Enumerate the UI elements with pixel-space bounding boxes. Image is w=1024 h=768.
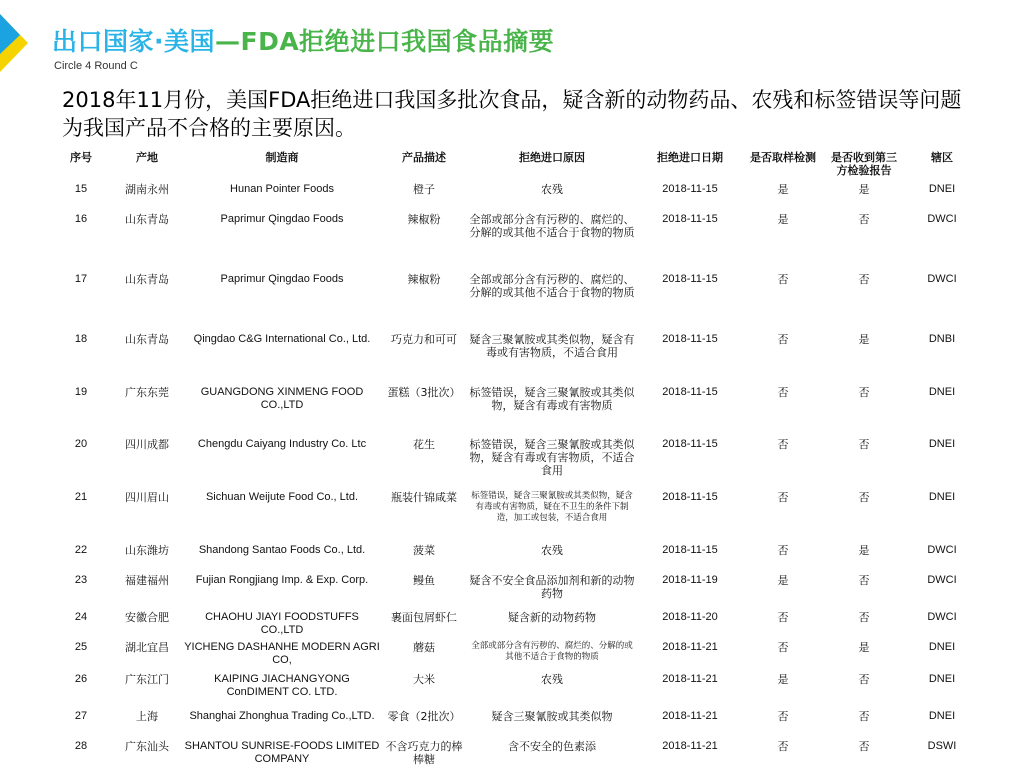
cell-sampled: 否 bbox=[777, 740, 789, 753]
cell-reason: 农残 bbox=[541, 183, 563, 196]
col-header-product: 产品描述 bbox=[402, 151, 446, 164]
cell-origin: 安徽合肥 bbox=[125, 611, 169, 624]
cell-reason: 全部或部分含有污秽的、腐烂的、分解的或其他不适合于食物的物质 bbox=[469, 213, 635, 239]
table-row bbox=[50, 269, 980, 329]
cell-reason: 农残 bbox=[541, 673, 563, 686]
cell-sampled: 是 bbox=[777, 183, 789, 196]
cell-no: 16 bbox=[74, 213, 88, 225]
cell-third-party: 否 bbox=[858, 386, 870, 399]
cell-district: DNEI bbox=[928, 641, 956, 653]
cell-origin: 福建福州 bbox=[125, 574, 169, 587]
page-title: 出口国家·美国—FDA拒绝进口我国食品摘要 bbox=[52, 27, 555, 56]
cell-third-party: 否 bbox=[858, 438, 870, 451]
cell-sampled: 否 bbox=[777, 438, 789, 451]
cell-no: 20 bbox=[74, 438, 88, 450]
cell-date: 2018-11-20 bbox=[662, 611, 718, 623]
table-row bbox=[50, 570, 980, 607]
cell-no: 28 bbox=[74, 740, 88, 752]
cell-sampled: 是 bbox=[777, 574, 789, 587]
cell-date: 2018-11-21 bbox=[662, 641, 718, 653]
cell-district: DSWI bbox=[927, 740, 957, 752]
cell-district: DWCI bbox=[927, 273, 957, 285]
col-header-origin: 产地 bbox=[136, 151, 158, 164]
cell-third-party: 否 bbox=[858, 491, 870, 504]
cell-no: 23 bbox=[74, 574, 88, 586]
cell-no: 19 bbox=[74, 386, 88, 398]
cell-no: 26 bbox=[74, 673, 88, 685]
cell-product: 裹面包屑虾仁 bbox=[391, 611, 457, 624]
cell-reason: 农残 bbox=[541, 544, 563, 557]
cell-product: 橙子 bbox=[413, 183, 435, 196]
table-row bbox=[50, 736, 980, 766]
cell-product: 蘑菇 bbox=[413, 641, 435, 654]
cell-product: 不含巧克力的棒棒糖 bbox=[385, 740, 463, 766]
cell-origin: 湖北宜昌 bbox=[125, 641, 169, 654]
cell-sampled: 是 bbox=[777, 213, 789, 226]
cell-third-party: 否 bbox=[858, 710, 870, 723]
cell-no: 22 bbox=[74, 544, 88, 556]
cell-no: 24 bbox=[74, 611, 88, 623]
cell-district: DWCI bbox=[927, 574, 957, 586]
cell-sampled: 否 bbox=[777, 544, 789, 557]
cell-product: 鳗鱼 bbox=[413, 574, 435, 587]
table-row bbox=[50, 487, 980, 540]
cell-maker: GUANGDONG XINMENG FOOD CO.,LTD bbox=[200, 386, 364, 411]
cell-reason: 全部或部分含有污秽的、腐烂的、分解的或其他不适合于食物的物质 bbox=[471, 641, 633, 662]
cell-reason: 全部或部分含有污秽的、腐烂的、分解的或其他不适合于食物的物质 bbox=[469, 273, 635, 299]
cell-maker: SHANTOU SUNRISE-FOODS LIMITED COMPANY bbox=[184, 740, 380, 765]
cell-reason: 疑含三聚氰胺或其类似物 bbox=[491, 710, 613, 723]
page-subtitle: Circle 4 Round C bbox=[54, 60, 138, 72]
table-row bbox=[50, 434, 980, 487]
cell-product: 辣椒粉 bbox=[407, 273, 441, 286]
cell-date: 2018-11-21 bbox=[662, 710, 718, 722]
cell-maker: Qingdao C&G International Co., Ltd. bbox=[193, 333, 371, 345]
cell-date: 2018-11-15 bbox=[662, 544, 718, 556]
col-header-maker: 制造商 bbox=[265, 151, 299, 164]
cell-product: 辣椒粉 bbox=[407, 213, 441, 226]
cell-reason: 含不安全的色素添 bbox=[508, 740, 596, 753]
cell-origin: 广东东莞 bbox=[125, 386, 169, 399]
cell-no: 25 bbox=[74, 641, 88, 653]
cell-maker: Paprimur Qingdao Foods bbox=[220, 213, 344, 225]
table-row bbox=[50, 706, 980, 736]
cell-maker: Shanghai Zhonghua Trading Co.,LTD. bbox=[189, 710, 375, 722]
cell-date: 2018-11-15 bbox=[662, 491, 718, 503]
cell-sampled: 否 bbox=[777, 491, 789, 504]
cell-date: 2018-11-15 bbox=[662, 438, 718, 450]
cell-sampled: 否 bbox=[777, 641, 789, 654]
cell-maker: Paprimur Qingdao Foods bbox=[220, 273, 344, 285]
cell-reason: 疑含不安全食品添加剂和新的动物药物 bbox=[469, 574, 635, 600]
cell-district: DNEI bbox=[928, 183, 956, 195]
cell-sampled: 否 bbox=[777, 386, 789, 399]
cell-district: DWCI bbox=[927, 544, 957, 556]
cell-third-party: 否 bbox=[858, 273, 870, 286]
cell-no: 27 bbox=[74, 710, 88, 722]
cell-no: 21 bbox=[74, 491, 88, 503]
col-header-date: 拒绝进口日期 bbox=[657, 151, 723, 164]
cell-product: 菠菜 bbox=[413, 544, 435, 557]
cell-third-party: 否 bbox=[858, 673, 870, 686]
table-row bbox=[50, 329, 980, 382]
cell-third-party: 是 bbox=[858, 183, 870, 196]
cell-origin: 广东江门 bbox=[125, 673, 169, 686]
cell-date: 2018-11-15 bbox=[662, 333, 718, 345]
cell-maker: CHAOHU JIAYI FOODSTUFFS CO.,LTD bbox=[205, 611, 359, 636]
cell-origin: 四川眉山 bbox=[125, 491, 169, 504]
cell-date: 2018-11-15 bbox=[662, 273, 718, 285]
table-row bbox=[50, 179, 980, 209]
cell-origin: 山东潍坊 bbox=[125, 544, 169, 557]
cell-sampled: 是 bbox=[777, 673, 789, 686]
cell-sampled: 否 bbox=[777, 611, 789, 624]
cell-maker: KAIPING JIACHANGYONG ConDIMENT CO. LTD. bbox=[214, 673, 350, 698]
cell-no: 17 bbox=[74, 273, 88, 285]
cell-product: 花生 bbox=[413, 438, 435, 451]
cell-district: DWCI bbox=[927, 611, 957, 623]
cell-maker: Fujian Rongjiang Imp. & Exp. Corp. bbox=[195, 574, 369, 586]
col-header-third-party: 是否收到第三方检验报告 bbox=[831, 151, 897, 177]
cell-reason: 疑含三聚氰胺或其类似物，疑含有毒或有害物质，不适合食用 bbox=[469, 333, 635, 359]
cell-maker: Hunan Pointer Foods bbox=[230, 183, 334, 195]
table-header-row bbox=[50, 146, 980, 179]
cell-third-party: 是 bbox=[858, 333, 870, 346]
cell-reason: 标签错误，疑含三聚氰胺或其类似物，疑含有毒或有害物质，不适合食用 bbox=[469, 438, 635, 477]
cell-origin: 广东汕头 bbox=[125, 740, 169, 753]
cell-date: 2018-11-15 bbox=[662, 183, 718, 195]
cell-origin: 山东青岛 bbox=[125, 333, 169, 346]
table-row bbox=[50, 607, 980, 637]
cell-third-party: 否 bbox=[858, 740, 870, 753]
cell-third-party: 否 bbox=[858, 574, 870, 587]
cell-product: 蛋糕（3批次） bbox=[387, 386, 461, 399]
cell-district: DNEI bbox=[928, 386, 956, 398]
cell-third-party: 是 bbox=[858, 544, 870, 557]
col-header-district: 辖区 bbox=[931, 151, 953, 164]
cell-third-party: 否 bbox=[858, 213, 870, 226]
cell-district: DNEI bbox=[928, 491, 956, 503]
cell-sampled: 否 bbox=[777, 710, 789, 723]
cell-third-party: 否 bbox=[858, 611, 870, 624]
cell-origin: 四川成都 bbox=[125, 438, 169, 451]
table-row bbox=[50, 669, 980, 706]
col-header-reason: 拒绝进口原因 bbox=[519, 151, 585, 164]
cell-district: DNEI bbox=[928, 438, 956, 450]
logo-icon bbox=[0, 14, 28, 72]
table-row bbox=[50, 209, 980, 269]
cell-no: 15 bbox=[74, 183, 88, 195]
cell-origin: 山东青岛 bbox=[125, 273, 169, 286]
cell-district: DNEI bbox=[928, 673, 956, 685]
cell-maker: Sichuan Weijute Food Co., Ltd. bbox=[205, 491, 359, 503]
cell-district: DNEI bbox=[928, 710, 956, 722]
cell-date: 2018-11-15 bbox=[662, 386, 718, 398]
cell-reason: 疑含新的动物药物 bbox=[508, 611, 596, 624]
cell-sampled: 否 bbox=[777, 333, 789, 346]
cell-third-party: 是 bbox=[858, 641, 870, 654]
cell-maker: Chengdu Caiyang Industry Co. Ltc bbox=[197, 438, 367, 450]
cell-product: 巧克力和可可 bbox=[391, 333, 457, 346]
rejection-table bbox=[50, 146, 980, 766]
cell-reason: 标签错误，疑含三聚氰胺或其类似物，疑含有毒或有害物质，疑在不卫生的条件下制造，加工或包装，不适合食用 bbox=[471, 491, 633, 523]
intro-paragraph: 2018年11月份，美国FDA拒绝进口我国多批次食品，疑含新的动物药品、农残和标签错误等问题为我国产品不合格的主要原因。 bbox=[62, 88, 962, 140]
cell-origin: 山东青岛 bbox=[125, 213, 169, 226]
cell-product: 瓶装什锦咸菜 bbox=[391, 491, 457, 504]
cell-date: 2018-11-21 bbox=[662, 673, 718, 685]
cell-no: 18 bbox=[74, 333, 88, 345]
cell-district: DNBI bbox=[928, 333, 956, 345]
col-header-no: 序号 bbox=[70, 151, 92, 164]
cell-date: 2018-11-15 bbox=[662, 213, 718, 225]
cell-origin: 湖南永州 bbox=[125, 183, 169, 196]
cell-district: DWCI bbox=[927, 213, 957, 225]
cell-reason: 标签错误，疑含三聚氰胺或其类似物，疑含有毒或有害物质 bbox=[469, 386, 635, 412]
cell-date: 2018-11-19 bbox=[662, 574, 718, 586]
table-row bbox=[50, 540, 980, 570]
cell-maker: YICHENG DASHANHE MODERN AGRI CO, bbox=[184, 641, 380, 666]
cell-date: 2018-11-21 bbox=[662, 740, 718, 752]
col-header-sampled: 是否取样检测 bbox=[750, 151, 816, 164]
cell-product: 零食（2批次） bbox=[387, 710, 461, 723]
table-row bbox=[50, 382, 980, 434]
cell-origin: 上海 bbox=[136, 710, 158, 723]
cell-sampled: 否 bbox=[777, 273, 789, 286]
cell-product: 大米 bbox=[413, 673, 435, 686]
table-row bbox=[50, 637, 980, 669]
cell-maker: Shandong Santao Foods Co., Ltd. bbox=[198, 544, 366, 556]
